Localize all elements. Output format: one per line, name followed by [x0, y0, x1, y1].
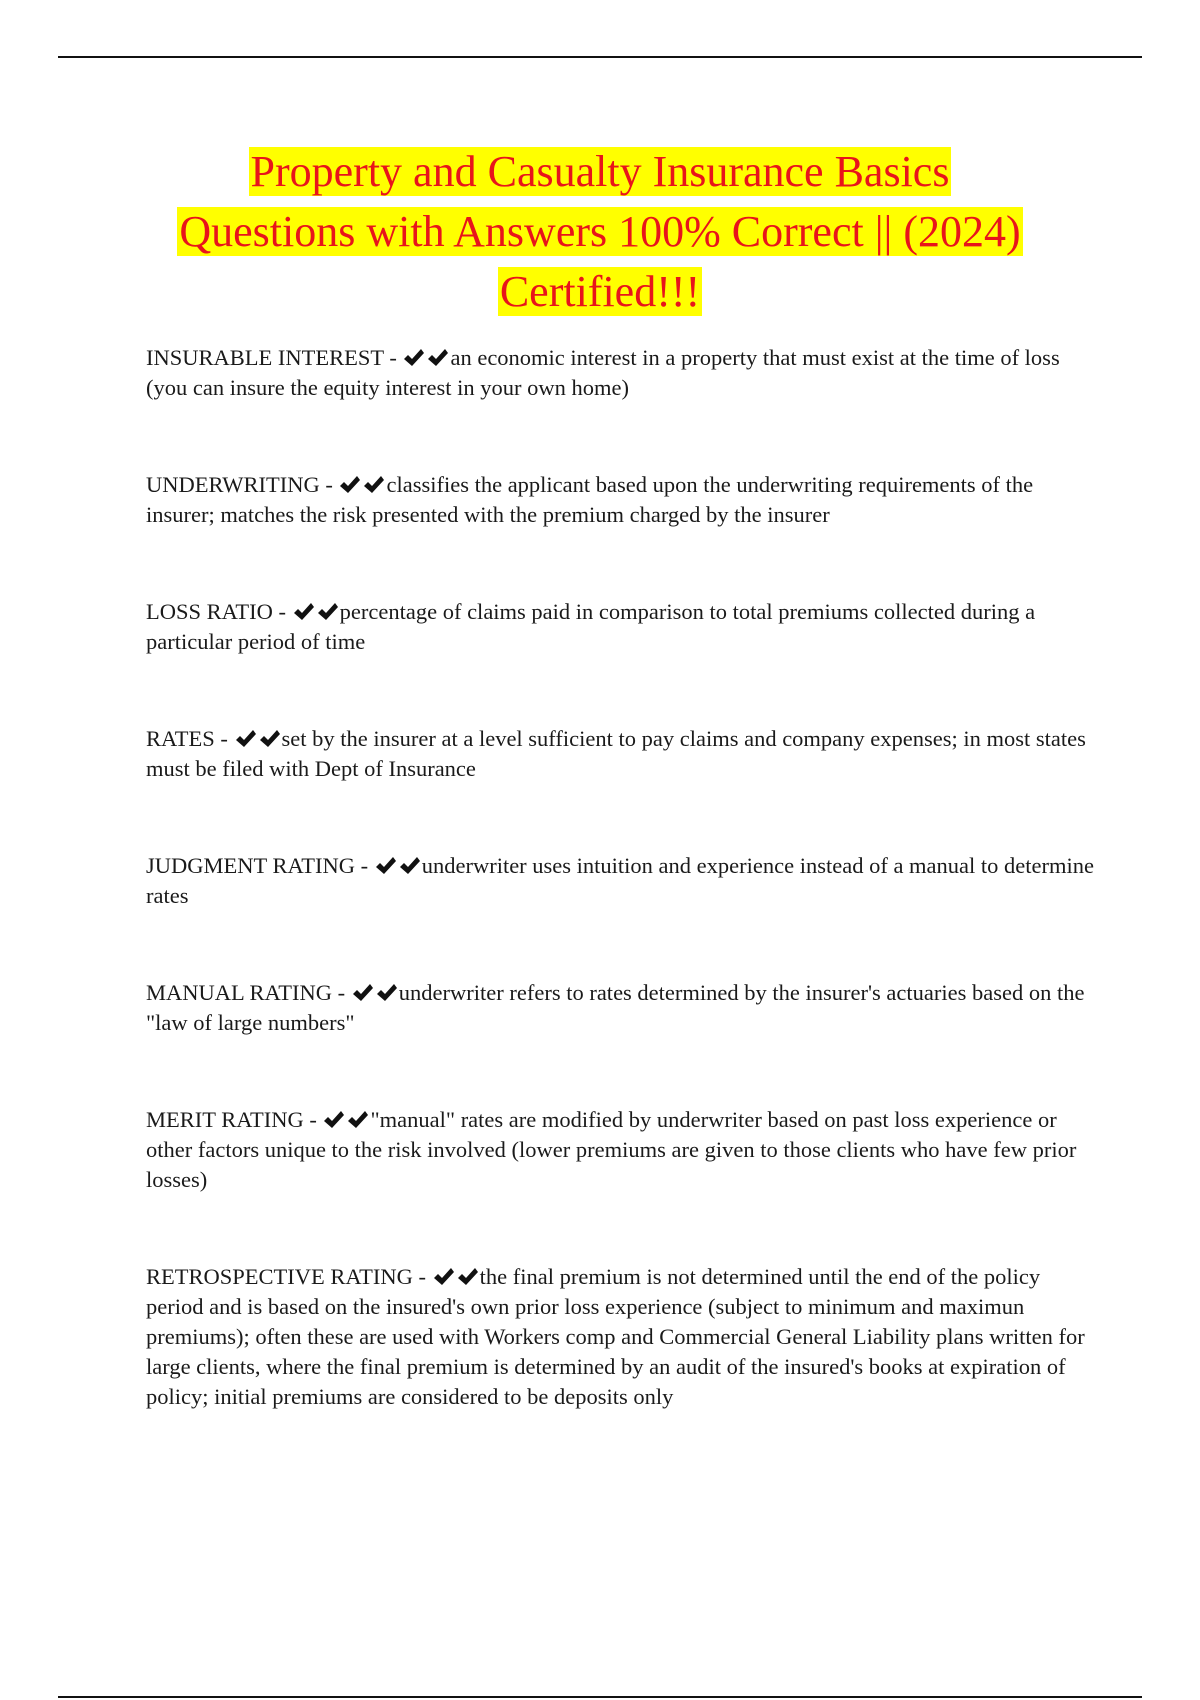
- entry-definition: underwriter refers to rates determined by the insurer's actuaries based on the "law of large numbers": [146, 980, 1085, 1035]
- checkmark-icon: [347, 1110, 369, 1130]
- entry-definition: classifies the applicant based upon the underwriting requirements of the insurer; matches the risk presented with the premium charged by the insurer: [146, 472, 1034, 527]
- entry-term: INSURABLE INTEREST: [146, 345, 384, 370]
- qa-entry: [146, 978, 1096, 1038]
- entry-separator: -: [337, 980, 346, 1005]
- document-title: [60, 142, 1140, 322]
- qa-entry: [146, 597, 1096, 657]
- checkmark-icon: [363, 475, 385, 495]
- checkmark-icon: [352, 983, 374, 1003]
- qa-entry: [146, 1105, 1096, 1195]
- title-line: Property and Casualty Insurance Basics: [250, 147, 950, 196]
- checkmark-icon: [323, 1110, 345, 1130]
- checkmark-icon: [317, 602, 339, 622]
- checkmark-icon: [376, 983, 398, 1003]
- checkmark-icon: [339, 475, 361, 495]
- checkmark-icon: [399, 856, 421, 876]
- entry-term: MANUAL RATING: [146, 980, 333, 1005]
- entry-separator: -: [418, 1264, 427, 1289]
- entry-definition: the final premium is not determined until the end of the policy period and is based on the insured's own prior loss experience (subject to minimum and maximun premiums); often these are used with Workers comp and Commercial General Liability plans written for large clients, where the final premium is determined by an audit of the insured's books at expiration of policy; initial premiums are considered to be deposits only: [146, 1264, 1085, 1409]
- entry-definition: an economic interest in a property that must exist at the time of loss (you can insure the equity interest in your own home): [146, 345, 1060, 400]
- entry-term: RETROSPECTIVE RATING: [146, 1264, 413, 1289]
- qa-list: [146, 343, 1096, 1412]
- entry-separator: -: [325, 472, 333, 497]
- entry-separator: -: [309, 1107, 317, 1132]
- entry-separator: -: [389, 345, 397, 370]
- entry-separator: -: [360, 853, 369, 878]
- entry-term: MERIT RATING: [146, 1107, 304, 1132]
- entry-term: UNDERWRITING: [146, 472, 320, 497]
- entry-definition: "manual" rates are modified by underwriter based on past loss experience or other factors unique to the risk involved (lower premiums are given to those clients who have few prior losses): [146, 1107, 1077, 1192]
- checkmark-icon: [457, 1267, 479, 1287]
- qa-entry: [146, 343, 1096, 403]
- bottom-rule: [58, 1696, 1142, 1698]
- entry-term: LOSS RATIO: [146, 599, 273, 624]
- qa-entry: [146, 851, 1096, 911]
- entry-term: RATES: [146, 726, 215, 751]
- checkmark-icon: [259, 729, 281, 749]
- title-line: Questions with Answers 100% Correct || (2024): [179, 207, 1021, 256]
- entry-definition: set by the insurer at a level sufficient to pay claims and company expenses; in most states must be filed with Dept of Insurance: [146, 726, 1086, 781]
- checkmark-icon: [235, 729, 257, 749]
- entry-separator: -: [278, 599, 287, 624]
- checkmark-icon: [293, 602, 315, 622]
- title-line: Certified!!!: [499, 267, 701, 316]
- entry-definition: underwriter uses intuition and experience instead of a manual to determine rates: [146, 853, 1094, 908]
- entry-separator: -: [220, 726, 228, 751]
- entry-term: JUDGMENT RATING: [146, 853, 355, 878]
- entry-definition: percentage of claims paid in comparison to total premiums collected during a particular period of time: [146, 599, 1036, 654]
- checkmark-icon: [403, 348, 425, 368]
- checkmark-icon: [427, 348, 449, 368]
- top-rule: [58, 56, 1142, 58]
- qa-entry: [146, 470, 1096, 530]
- qa-entry: [146, 1262, 1096, 1412]
- checkmark-icon: [375, 856, 397, 876]
- checkmark-icon: [433, 1267, 455, 1287]
- qa-entry: [146, 724, 1096, 784]
